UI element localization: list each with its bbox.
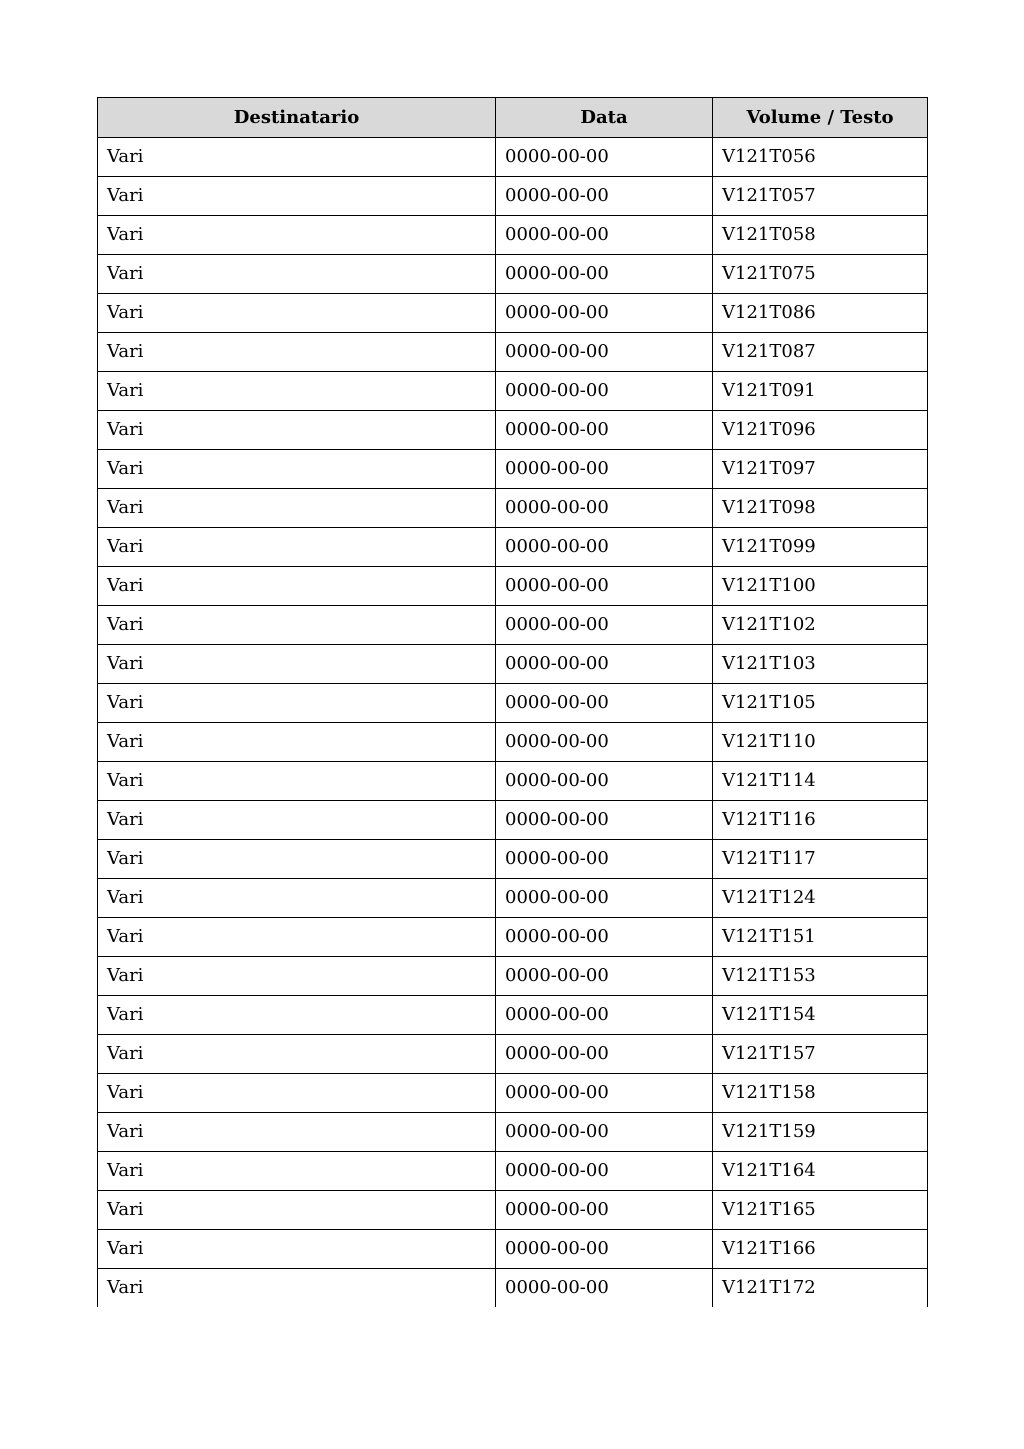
cell-volume: V121T165 [713, 1191, 928, 1230]
header-date: Data [496, 98, 713, 138]
cell-recipient: Vari [98, 1074, 496, 1113]
cell-date: 0000-00-00 [496, 450, 713, 489]
cell-recipient: Vari [98, 762, 496, 801]
cell-volume: V121T098 [713, 489, 928, 528]
cell-recipient: Vari [98, 411, 496, 450]
cell-volume: V121T153 [713, 957, 928, 996]
cell-date: 0000-00-00 [496, 723, 713, 762]
cell-volume: V121T097 [713, 450, 928, 489]
table-row [98, 216, 928, 255]
table-row [98, 450, 928, 489]
cell-volume: V121T164 [713, 1152, 928, 1191]
cell-volume: V121T057 [713, 177, 928, 216]
cell-volume: V121T166 [713, 1230, 928, 1269]
cell-recipient: Vari [98, 1230, 496, 1269]
cell-date: 0000-00-00 [496, 567, 713, 606]
cell-recipient: Vari [98, 1152, 496, 1191]
cell-recipient: Vari [98, 1113, 496, 1152]
cell-date: 0000-00-00 [496, 1035, 713, 1074]
cell-date: 0000-00-00 [496, 684, 713, 723]
cell-volume: V121T056 [713, 138, 928, 177]
cell-volume: V121T157 [713, 1035, 928, 1074]
cell-date: 0000-00-00 [496, 1269, 713, 1308]
cell-volume: V121T114 [713, 762, 928, 801]
cell-recipient: Vari [98, 801, 496, 840]
table-row [98, 957, 928, 996]
cell-date: 0000-00-00 [496, 333, 713, 372]
cell-date: 0000-00-00 [496, 1113, 713, 1152]
cell-date: 0000-00-00 [496, 840, 713, 879]
cell-volume: V121T100 [713, 567, 928, 606]
table-row [98, 177, 928, 216]
table-row [98, 1230, 928, 1269]
table-row [98, 489, 928, 528]
cell-date: 0000-00-00 [496, 216, 713, 255]
cell-volume: V121T096 [713, 411, 928, 450]
cell-date: 0000-00-00 [496, 294, 713, 333]
cell-volume: V121T158 [713, 1074, 928, 1113]
table-row [98, 840, 928, 879]
table-body [98, 138, 928, 1308]
cell-volume: V121T086 [713, 294, 928, 333]
cell-recipient: Vari [98, 450, 496, 489]
cell-recipient: Vari [98, 996, 496, 1035]
cell-recipient: Vari [98, 216, 496, 255]
cell-recipient: Vari [98, 723, 496, 762]
cell-recipient: Vari [98, 645, 496, 684]
cell-volume: V121T117 [713, 840, 928, 879]
cell-date: 0000-00-00 [496, 1230, 713, 1269]
cell-volume: V121T159 [713, 1113, 928, 1152]
cell-date: 0000-00-00 [496, 1074, 713, 1113]
cell-volume: V121T099 [713, 528, 928, 567]
cell-date: 0000-00-00 [496, 372, 713, 411]
cell-date: 0000-00-00 [496, 1191, 713, 1230]
cell-date: 0000-00-00 [496, 645, 713, 684]
table-row [98, 879, 928, 918]
table-row [98, 645, 928, 684]
table-row [98, 1035, 928, 1074]
cell-recipient: Vari [98, 528, 496, 567]
table-header [98, 98, 928, 138]
cell-volume: V121T154 [713, 996, 928, 1035]
cell-date: 0000-00-00 [496, 255, 713, 294]
table-row [98, 801, 928, 840]
cell-recipient: Vari [98, 567, 496, 606]
header-volume: Volume / Testo [713, 98, 928, 138]
cell-recipient: Vari [98, 489, 496, 528]
table-row [98, 1191, 928, 1230]
header-row [98, 98, 928, 138]
table-row [98, 294, 928, 333]
cell-recipient: Vari [98, 372, 496, 411]
cell-volume: V121T110 [713, 723, 928, 762]
table-row [98, 138, 928, 177]
cell-date: 0000-00-00 [496, 528, 713, 567]
cell-recipient: Vari [98, 1191, 496, 1230]
cell-recipient: Vari [98, 255, 496, 294]
table-row [98, 411, 928, 450]
cell-date: 0000-00-00 [496, 762, 713, 801]
cell-volume: V121T087 [713, 333, 928, 372]
cell-volume: V121T075 [713, 255, 928, 294]
cell-date: 0000-00-00 [496, 957, 713, 996]
cell-date: 0000-00-00 [496, 606, 713, 645]
cell-recipient: Vari [98, 840, 496, 879]
cell-recipient: Vari [98, 606, 496, 645]
cell-recipient: Vari [98, 957, 496, 996]
table-row [98, 1269, 928, 1308]
cell-date: 0000-00-00 [496, 411, 713, 450]
cell-date: 0000-00-00 [496, 801, 713, 840]
cell-recipient: Vari [98, 177, 496, 216]
table-row [98, 723, 928, 762]
cell-volume: V121T091 [713, 372, 928, 411]
cell-volume: V121T124 [713, 879, 928, 918]
table-row [98, 372, 928, 411]
cell-volume: V121T102 [713, 606, 928, 645]
cell-recipient: Vari [98, 1269, 496, 1308]
cell-date: 0000-00-00 [496, 1152, 713, 1191]
cell-volume: V121T172 [713, 1269, 928, 1308]
header-recipient: Destinatario [98, 98, 496, 138]
cell-date: 0000-00-00 [496, 918, 713, 957]
cell-recipient: Vari [98, 918, 496, 957]
cell-date: 0000-00-00 [496, 177, 713, 216]
cell-date: 0000-00-00 [496, 996, 713, 1035]
table-row [98, 1074, 928, 1113]
cell-volume: V121T151 [713, 918, 928, 957]
cell-recipient: Vari [98, 294, 496, 333]
table-row [98, 762, 928, 801]
cell-volume: V121T103 [713, 645, 928, 684]
cell-recipient: Vari [98, 138, 496, 177]
cell-date: 0000-00-00 [496, 138, 713, 177]
table-row [98, 1113, 928, 1152]
table-row [98, 255, 928, 294]
records-table [97, 97, 928, 1307]
cell-recipient: Vari [98, 684, 496, 723]
table-row [98, 333, 928, 372]
table-row [98, 528, 928, 567]
table-row [98, 567, 928, 606]
table-row [98, 684, 928, 723]
cell-date: 0000-00-00 [496, 879, 713, 918]
table-row [98, 606, 928, 645]
table-row [98, 918, 928, 957]
table-row [98, 1152, 928, 1191]
cell-volume: V121T105 [713, 684, 928, 723]
cell-recipient: Vari [98, 1035, 496, 1074]
table-row [98, 996, 928, 1035]
cell-recipient: Vari [98, 333, 496, 372]
cell-volume: V121T058 [713, 216, 928, 255]
cell-volume: V121T116 [713, 801, 928, 840]
cell-recipient: Vari [98, 879, 496, 918]
cell-date: 0000-00-00 [496, 489, 713, 528]
